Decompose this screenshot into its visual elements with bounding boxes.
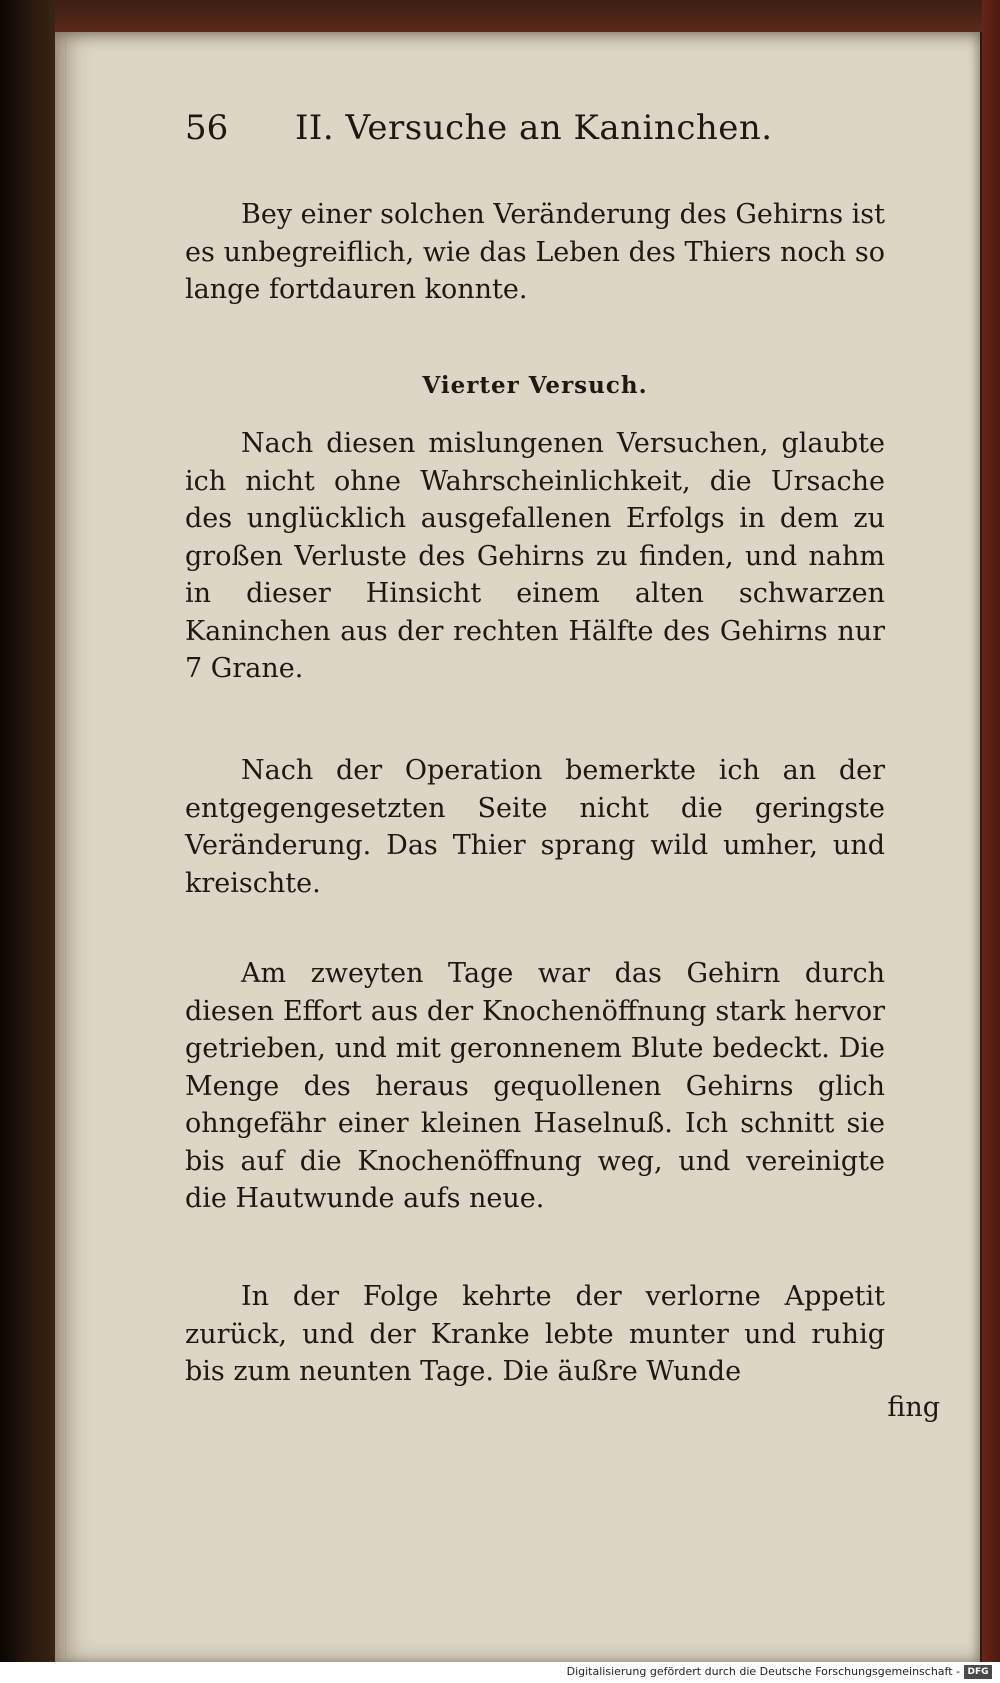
dfg-logo-icon: DFG (964, 1665, 992, 1679)
paragraph-block-4 (185, 1278, 885, 1391)
paragraph-block-1 (185, 425, 885, 688)
paragraph-4: In der Folge kehrte der verlorne Appetit zurück, und der Kranke lebte munter und ruhig bis zum neunten Tage. Die äußre Wunde (185, 1281, 885, 1387)
paragraph-block-3 (185, 955, 885, 1218)
digitization-footer (0, 1662, 1000, 1683)
book-top-edge (0, 0, 1000, 32)
paragraph-intro: Bey einer solchen Veränderung des Gehirns ist es unbegreiflich, wie das Leben des Thiers noch so lange fortdauren konnte. (185, 199, 885, 305)
paragraph-1: Nach diesen mislungenen Versuchen, glaubte ich nicht ohne Wahrscheinlichkeit, die Ursache des unglücklich ausgefallenen Erfolgs in dem zu großen Verluste des Gehirns zu finden, und nahm in dieser Hinsicht einem alten schwarzen Kaninchen aus der rechten Hälfte des Gehirns nur 7 Grane. (185, 428, 885, 684)
footer-credit: Digitalisierung gefördert durch die Deutsche Forschungsgemeinschaft - (566, 1665, 960, 1678)
paragraph-2: Nach der Operation bemerkte ich an der entgegengesetzten Seite nicht die geringste Veränderung. Das Thier sprang wild umher, und kreischte. (185, 755, 885, 899)
page-header (185, 108, 825, 156)
section-title: Vierter Versuch. (422, 372, 648, 399)
catchword: fing (887, 1392, 940, 1423)
book-spine (0, 0, 55, 1683)
paragraph-block-2 (185, 752, 885, 902)
book-cover-edge (982, 0, 1000, 1683)
paragraph-3: Am zweyten Tage war das Gehirn durch diesen Effort aus der Knochenöffnung stark hervor getrieben, und mit geronnenem Blute bedeckt. Die Menge des heraus gequollenen Gehirns glich ohngefähr einer kleinen Haselnuß. Ich schnitt sie bis auf die Knochenöffnung weg, und vereinigte die Hautwunde aufs neue. (185, 958, 885, 1214)
page-number: 56 (185, 108, 229, 148)
intro-text-block (185, 196, 885, 309)
running-head: II. Versuche an Kaninchen. (295, 108, 773, 148)
